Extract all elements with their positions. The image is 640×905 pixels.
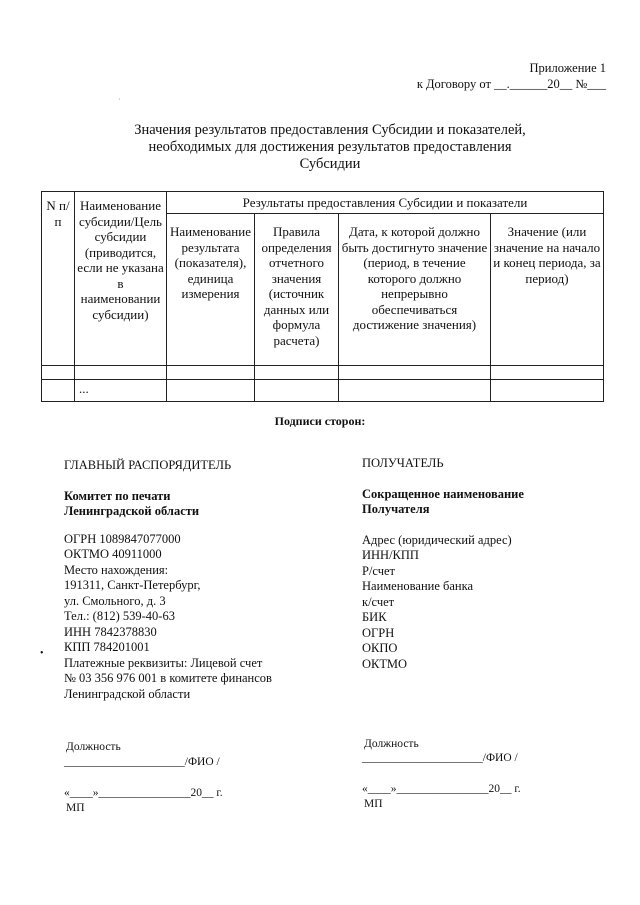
requisite-line: БИК xyxy=(362,610,387,624)
requisite-line: Тел.: (812) 539-40-63 xyxy=(64,609,175,623)
document-title xyxy=(90,122,570,173)
contract-reference: к Договору от __.______20__ №___ xyxy=(416,77,606,91)
org-name-line: Получателя xyxy=(362,502,430,516)
requisite-line: Ленинградской области xyxy=(64,686,191,701)
party-chief-administrator xyxy=(64,458,334,702)
date-line: «____»________________20__ г. xyxy=(362,783,521,795)
requisite-line: Платежные реквизиты: Лицевой счет xyxy=(64,655,263,670)
requisite-line: № 03 356 976 001 в комитете финансов xyxy=(64,671,272,685)
requisite-line: 191311, Санкт-Петербург, xyxy=(64,578,201,592)
requisite-line: ул. Смольного, д. 3 xyxy=(64,593,166,608)
title-line-1: Значения результатов предоставления Субсидии и показателей, xyxy=(134,122,526,138)
requisite-line: Место нахождения: xyxy=(64,562,169,577)
requisite-line: к/счет xyxy=(362,594,395,609)
party-heading: ГЛАВНЫЙ РАСПОРЯДИТЕЛЬ xyxy=(64,458,232,472)
title-line-3: Субсидии xyxy=(299,156,361,172)
date-line: «____»________________20__ г. xyxy=(64,787,223,799)
requisite-line: ИНН 7842378830 xyxy=(64,624,157,639)
header-target-date: Дата, к которой должно быть достигнуто значение (период, в течение которого должно непрерывно обеспечиваться достижение значения) xyxy=(339,214,491,366)
requisite-line: ОГРН 1089847077000 xyxy=(64,531,181,546)
table-row xyxy=(42,380,604,402)
stamp-placeholder: МП xyxy=(66,802,85,814)
party-recipient xyxy=(362,456,612,672)
scan-speck: • xyxy=(40,648,44,659)
requisite-line: ОКТМО xyxy=(362,656,407,671)
requisite-line: ОКТМО 40911000 xyxy=(64,547,162,561)
position-label: Должность xyxy=(66,741,121,753)
ellipsis-cell: ... xyxy=(75,380,167,402)
header-calc-rules: Правила определения отчетного значения (источник данных или формула расчета) xyxy=(255,214,339,366)
signatures-title: Подписи сторон: xyxy=(274,414,366,428)
org-name-line: Сокращенное наименование xyxy=(362,486,524,501)
requisite-line: ОКПО xyxy=(362,641,398,655)
requisite-line: Адрес (юридический адрес) xyxy=(362,532,512,547)
org-name-line: Комитет по печати xyxy=(64,488,171,503)
requisite-line: Р/счет xyxy=(362,563,396,578)
party-heading: ПОЛУЧАТЕЛЬ xyxy=(362,456,444,470)
requisite-line: ОГРН xyxy=(362,625,395,640)
requisite-line: КПП 784201001 xyxy=(64,640,150,654)
title-line-2: необходимых для достижения результатов предоставления xyxy=(148,139,512,155)
table-row xyxy=(42,366,604,380)
org-name-line: Ленинградской области xyxy=(64,504,200,518)
requisite-line: ИНН/КПП xyxy=(362,548,419,562)
position-label: Должность xyxy=(364,738,419,750)
appendix-number: Приложение 1 xyxy=(529,61,606,75)
results-table xyxy=(41,191,604,402)
requisite-line: Наименование банка xyxy=(362,579,474,593)
fio-signature-line: _____________________/ФИО / xyxy=(362,752,518,764)
fio-signature-line: _____________________/ФИО / xyxy=(64,756,220,768)
stamp-placeholder: МП xyxy=(364,798,383,810)
header-number: N п/п xyxy=(42,192,75,366)
scan-speck: · xyxy=(118,95,121,104)
header-value: Значение (или значение на начало и конец периода, за период) xyxy=(491,214,604,366)
header-subsidy-name: Наименование субсидии/Цель субсидии (приводится, если не указана в наименовании субсидии) xyxy=(75,192,167,366)
header-result-name: Наименование результата (показателя), единица измерения xyxy=(167,214,255,366)
header-results-group: Результаты предоставления Субсидии и показатели xyxy=(167,192,604,214)
appendix-reference xyxy=(417,60,606,92)
